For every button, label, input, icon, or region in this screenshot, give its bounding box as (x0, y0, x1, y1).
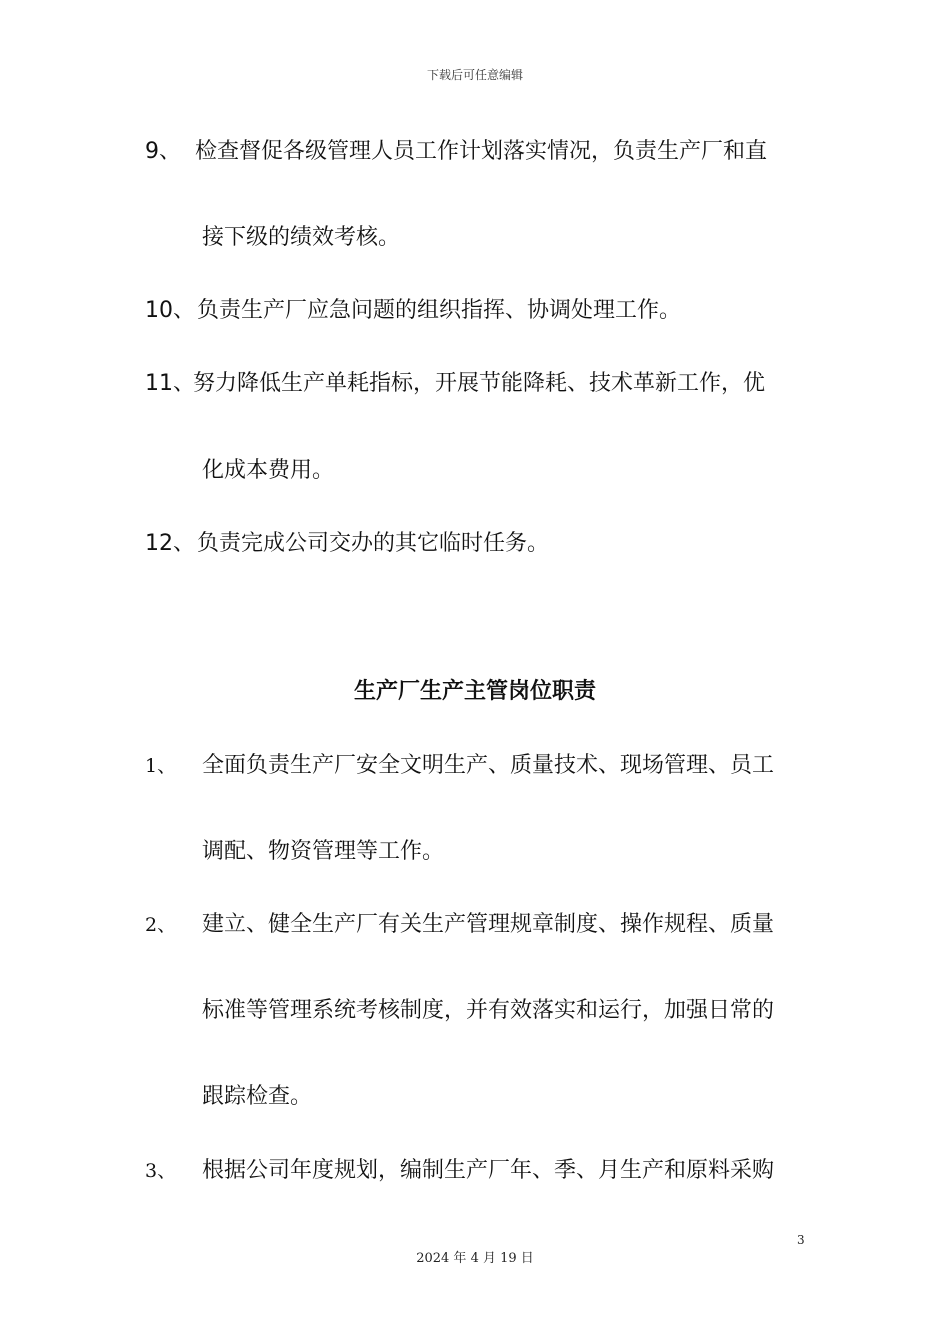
item-number: 2、 (145, 914, 177, 936)
item-text-line: 努力降低生产单耗指标，开展节能降耗、技术革新工作，优 (193, 371, 766, 396)
section-title: 生产厂生产主管岗位职责 (353, 679, 596, 704)
header-note: 下载后可任意编辑 (426, 68, 523, 82)
item-text-line: 负责完成公司交办的其它临时任务。 (197, 531, 550, 556)
item-text-line: 调配、物资管理等工作。 (202, 839, 445, 864)
item-number: 3、 (145, 1160, 177, 1182)
item-number: 10、 (145, 298, 195, 323)
item-text-line: 接下级的绩效考核。 (202, 225, 401, 250)
item-text-line: 跟踪检查。 (202, 1084, 313, 1109)
item-text-line: 负责生产厂应急问题的组织指挥、协调处理工作。 (197, 298, 682, 323)
item-text-line: 建立、健全生产厂有关生产管理规章制度、操作规程、质量 (202, 912, 775, 937)
footer-date: 2024 年 4 月 19 日 (416, 1251, 534, 1266)
item-number: 11、 (145, 371, 195, 396)
item-number: 12、 (145, 531, 195, 556)
item-number: 1、 (145, 755, 177, 777)
item-text-line: 化成本费用。 (202, 458, 335, 483)
item-text-line: 全面负责生产厂安全文明生产、质量技术、现场管理、员工 (202, 753, 775, 778)
item-text-line: 根据公司年度规划，编制生产厂年、季、月生产和原料采购 (202, 1158, 775, 1183)
item-number: 9、 (145, 139, 181, 164)
page-number: 3 (797, 1233, 805, 1247)
item-text-line: 检查督促各级管理人员工作计划落实情况，负责生产厂和直 (195, 139, 768, 164)
item-text-line: 标准等管理系统考核制度，并有效落实和运行，加强日常的 (202, 998, 775, 1023)
